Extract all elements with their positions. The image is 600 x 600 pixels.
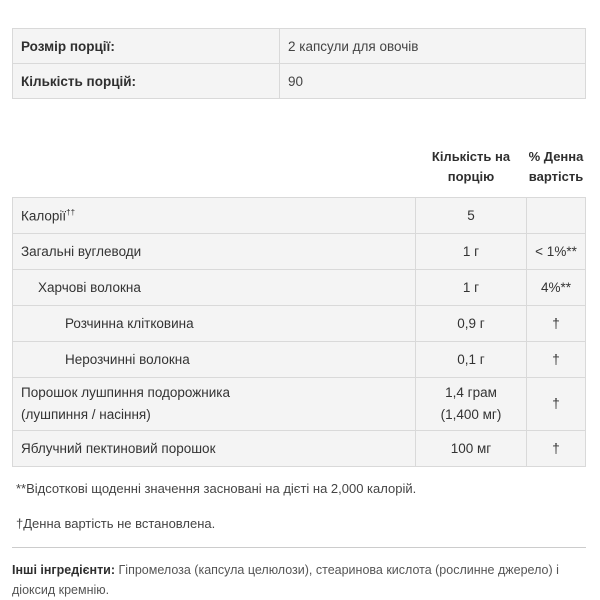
not-established-footnote: †Денна вартість не встановлена. xyxy=(16,516,216,531)
nutrient-name: Нерозчинні волокна xyxy=(13,342,416,378)
table-row xyxy=(13,306,586,342)
serving-size-value: 2 капсули для овочів xyxy=(280,29,586,64)
table-row xyxy=(13,431,586,467)
table-header-row xyxy=(13,137,586,198)
nutrient-amount: 1,4 грам (1,400 мг) xyxy=(416,378,527,431)
nutrient-name: Загальні вуглеводи xyxy=(13,234,416,270)
nutrient-name: Харчові волокна xyxy=(13,270,416,306)
other-ingredients-label: Інші інгредієнти: xyxy=(12,563,116,577)
nutrient-dv: † xyxy=(527,431,586,467)
nutrient-dv: † xyxy=(527,342,586,378)
nutrient-name: Порошок лушпиння подорожника (лушпиння / насіння) xyxy=(13,378,416,431)
nutrient-name: Калорії†† xyxy=(13,198,416,234)
servings-count-row xyxy=(13,64,586,99)
nutrient-amount: 100 мг xyxy=(416,431,527,467)
nutrient-dv xyxy=(527,198,586,234)
serving-info-table xyxy=(12,28,586,99)
servings-count-label: Кількість порцій: xyxy=(13,64,280,99)
serving-size-label: Розмір порції: xyxy=(13,29,280,64)
nutrient-amount: 0,1 г xyxy=(416,342,527,378)
nutrient-name: Розчинна клітковина xyxy=(13,306,416,342)
daily-value-header: % Денна вартість xyxy=(527,137,586,198)
table-row xyxy=(13,270,586,306)
servings-count-value: 90 xyxy=(280,64,586,99)
amount-per-serving-header: Кількість на порцію xyxy=(416,137,527,198)
daily-value-footnote: **Відсоткові щоденні значення засновані на дієті на 2,000 калорій. xyxy=(16,481,417,496)
other-ingredients xyxy=(12,548,586,600)
nutrient-dv: † xyxy=(527,378,586,431)
footnotes xyxy=(12,467,586,548)
table-row xyxy=(13,234,586,270)
nutrient-amount: 1 г xyxy=(416,270,527,306)
nutrient-dv: 4%** xyxy=(527,270,586,306)
nutrient-amount: 5 xyxy=(416,198,527,234)
nutrient-amount: 1 г xyxy=(416,234,527,270)
other-ingredients-text: Гіпромелоза (капсула целюлози), стеаринова кислота (рослинне джерело) і діоксид кремнію. xyxy=(12,563,559,597)
table-row xyxy=(13,378,586,431)
serving-size-row xyxy=(13,29,586,64)
nutrient-dv: < 1%** xyxy=(527,234,586,270)
nutrient-dv: † xyxy=(527,306,586,342)
supplement-facts xyxy=(12,28,586,600)
table-row xyxy=(13,342,586,378)
nutrient-name: Яблучний пектиновий порошок xyxy=(13,431,416,467)
nutrition-table xyxy=(12,137,586,467)
nutrient-amount: 0,9 г xyxy=(416,306,527,342)
table-row xyxy=(13,198,586,234)
